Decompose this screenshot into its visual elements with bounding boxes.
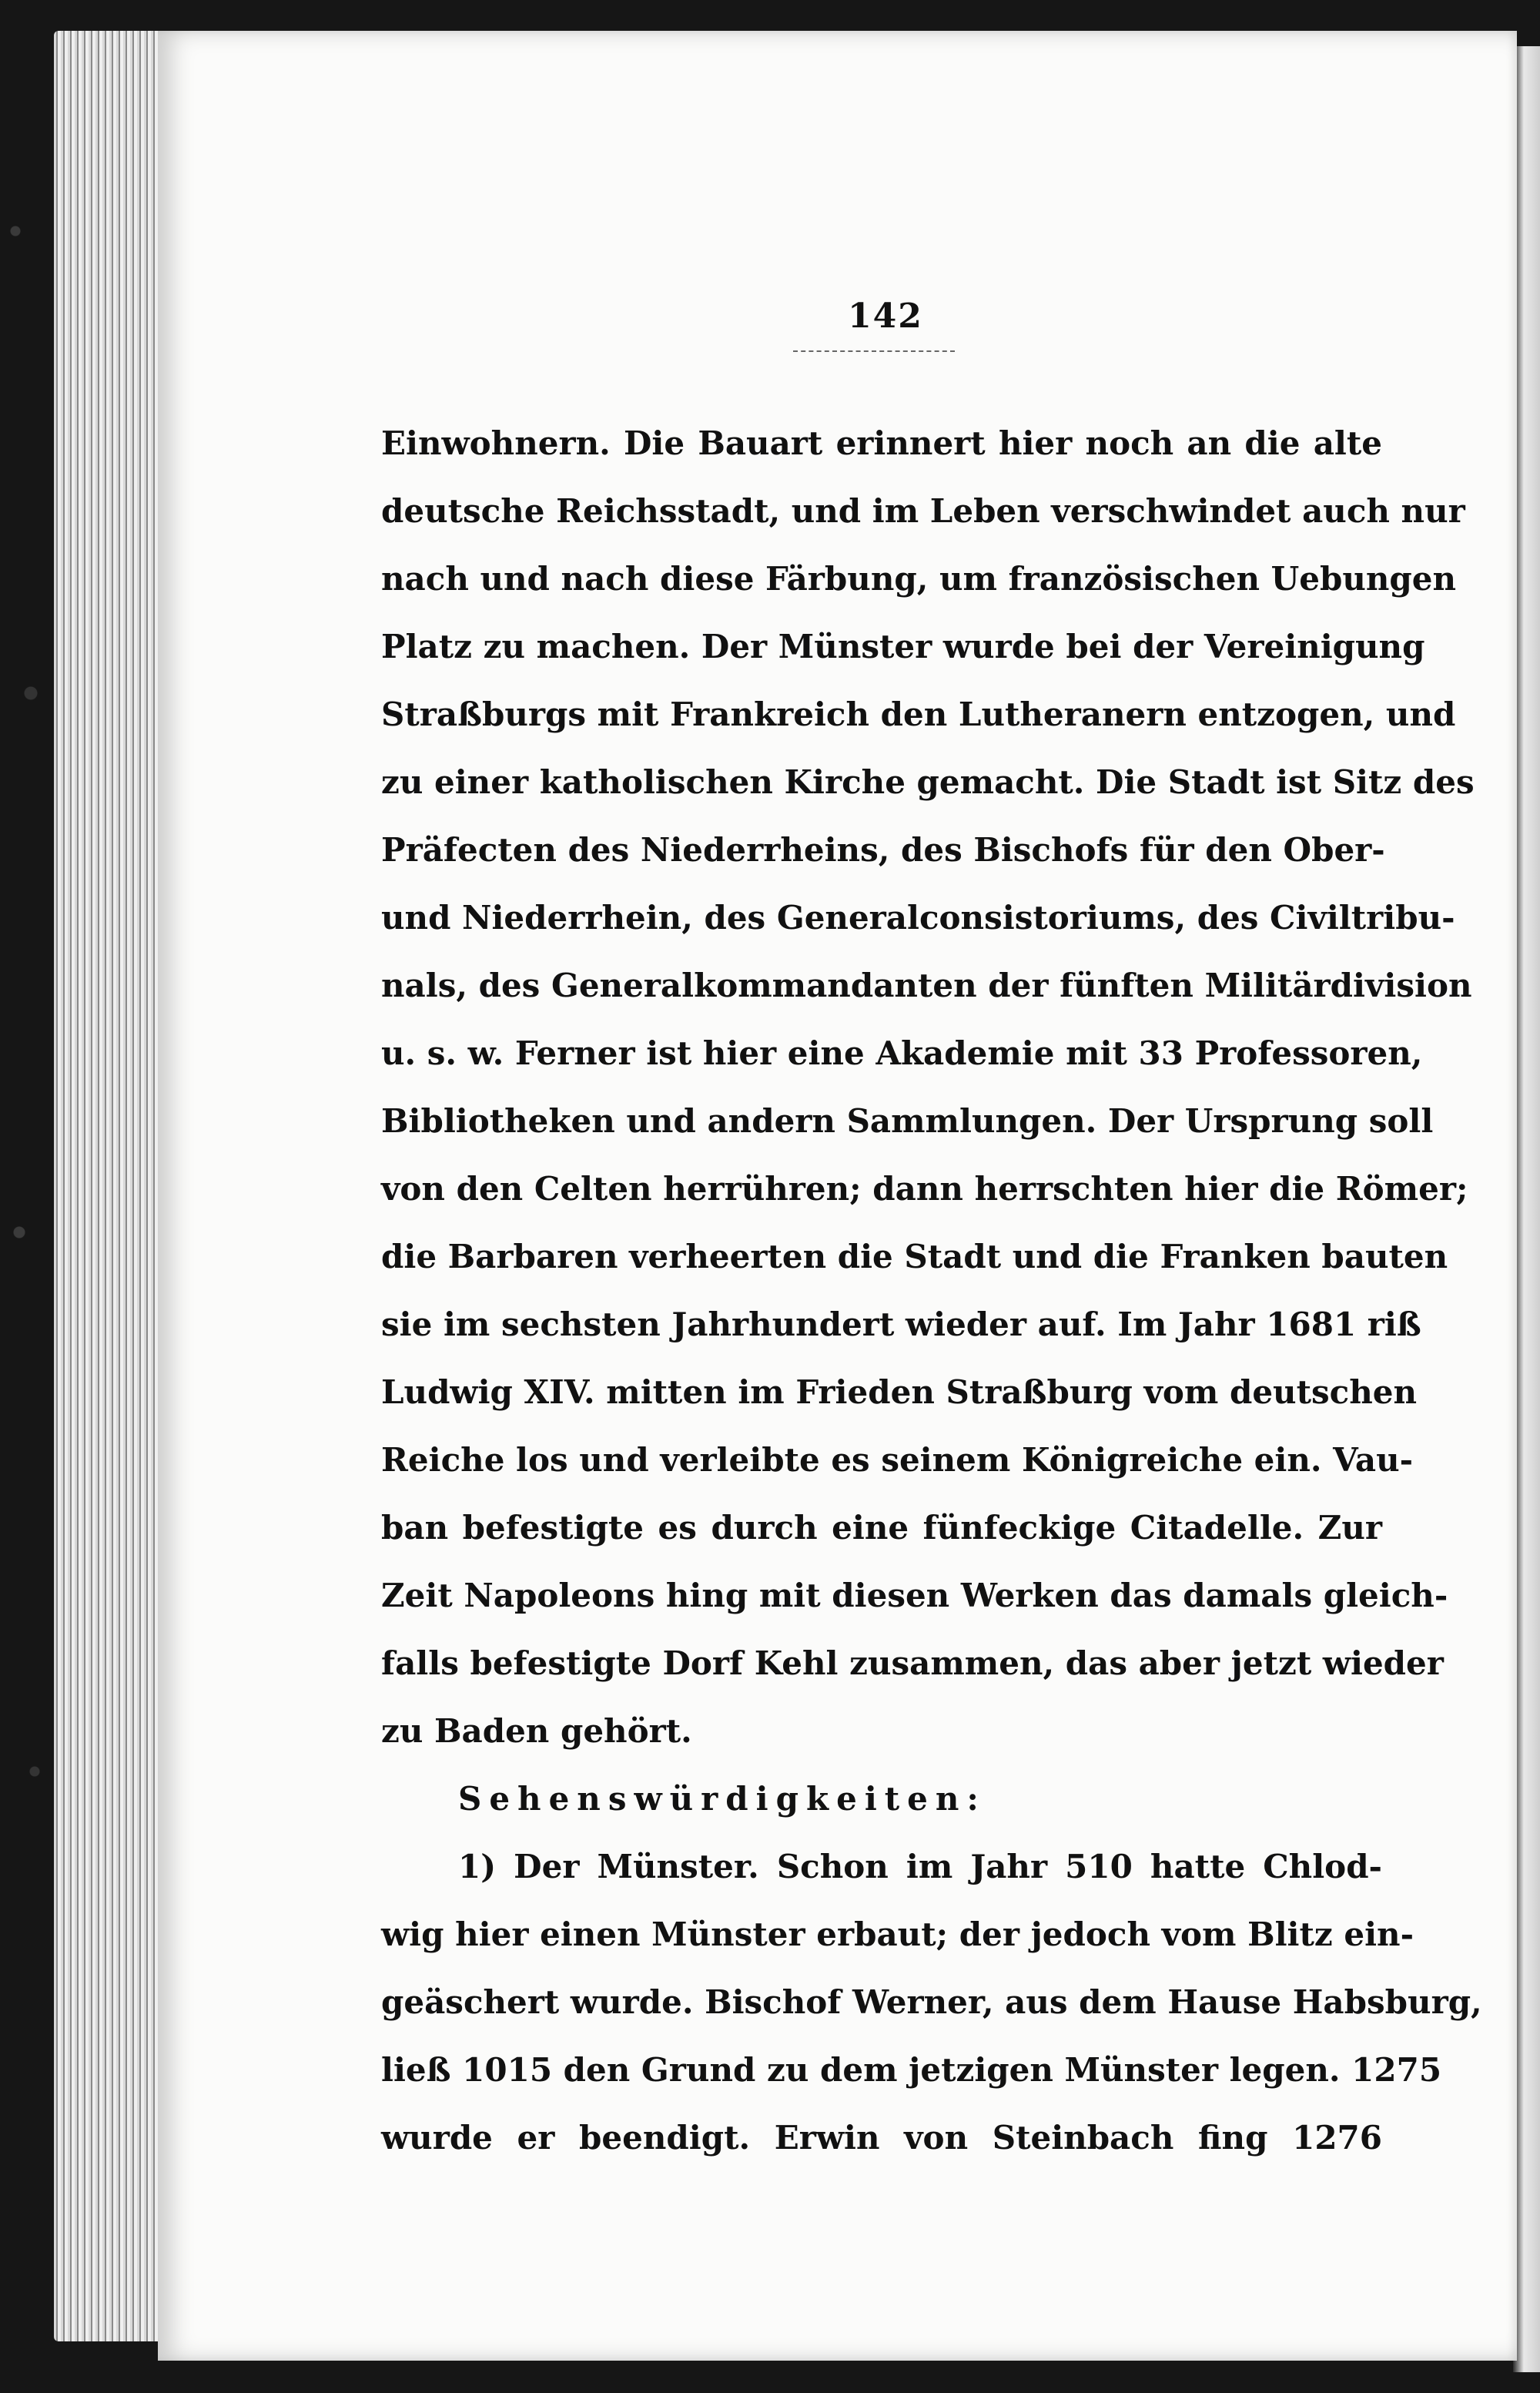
text-line: falls befestigte Dorf Kehl zusammen, das aber jetzt wieder — [381, 1644, 1444, 1682]
text-line: Reiche los und verleibte es seinem Königreiche ein. Vau- — [381, 1441, 1414, 1479]
item-line: wig hier einen Münster erbaut; der jedoch vom Blitz ein- — [381, 1915, 1414, 1953]
page-edges — [54, 31, 169, 2341]
text-line: sie im sechsten Jahrhundert wieder auf. Im Jahr 1681 riß — [381, 1305, 1421, 1343]
text-line: Straßburgs mit Frankreich den Lutheranern entzogen, und — [381, 695, 1456, 733]
header-rule — [793, 350, 955, 352]
text-line: und Niederrhein, des Generalconsistoriums, des Civiltribu- — [381, 899, 1455, 937]
text-line: Ludwig XIV. mitten im Frieden Straßburg vom deutschen — [381, 1373, 1418, 1411]
body-text — [381, 410, 1482, 2172]
next-page-edge — [1513, 46, 1540, 2372]
text-line: nals, des Generalkommandanten der fünften Militärdivision — [381, 967, 1472, 1004]
text-line: u. s. w. Ferner ist hier eine Akademie mit 33 Professoren, — [381, 1034, 1423, 1072]
text-line: Platz zu machen. Der Münster wurde bei der Vereinigung — [381, 628, 1425, 665]
text-line: nach und nach diese Färbung, um französischen Uebungen — [381, 560, 1457, 598]
section-heading: Sehenswürdigkeiten: — [458, 1780, 986, 1818]
text-line: Präfecten des Niederrheins, des Bischofs für den Ober- — [381, 831, 1385, 869]
text-line: Einwohnern. Die Bauart erinnert hier noch an die alte — [381, 424, 1382, 462]
item-line: 1) Der Münster. Schon im Jahr 510 hatte Chlod- — [458, 1848, 1382, 1885]
page-number: 142 — [848, 297, 923, 336]
text-line: Bibliotheken und andern Sammlungen. Der Ursprung soll — [381, 1102, 1434, 1140]
text-line: zu Baden gehört. — [381, 1712, 692, 1750]
text-line: zu einer katholischen Kirche gemacht. Die Stadt ist Sitz des — [381, 763, 1475, 801]
item-line: ließ 1015 den Grund zu dem jetzigen Münster legen. 1275 — [381, 2051, 1442, 2089]
text-line: Zeit Napoleons hing mit diesen Werken das damals gleich- — [381, 1577, 1448, 1614]
text-line: von den Celten herrühren; dann herrschten hier die Römer; — [381, 1170, 1468, 1208]
text-line: deutsche Reichsstadt, und im Leben verschwindet auch nur — [381, 492, 1465, 530]
item-line: geäschert wurde. Bischof Werner, aus dem Hause Habsburg, — [381, 1983, 1482, 2021]
item-line: wurde er beendigt. Erwin von Steinbach fing 1276 — [381, 2119, 1382, 2157]
text-line: ban befestigte es durch eine fünfeckige Citadelle. Zur — [381, 1509, 1382, 1547]
text-line: die Barbaren verheerten die Stadt und die Franken bauten — [381, 1238, 1448, 1275]
